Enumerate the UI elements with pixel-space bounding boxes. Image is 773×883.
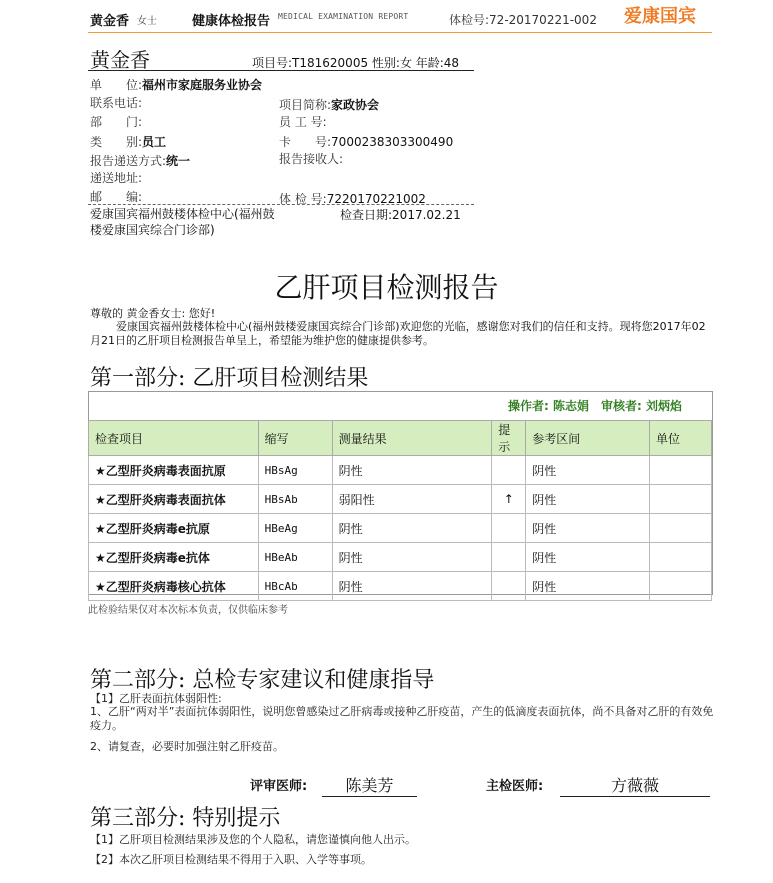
col-header-hint: 提示 xyxy=(492,421,526,456)
section1-title: 第一部分: 乙肝项目检测结果 xyxy=(90,366,369,391)
cell-unit xyxy=(650,572,712,601)
project-abbr-value: 家政协会 xyxy=(331,98,380,112)
header-gender: 女士 xyxy=(137,16,157,27)
chief-signature: 方薇薇 xyxy=(610,776,659,795)
card-row xyxy=(279,131,453,150)
reviewer-signature: 陈美芳 xyxy=(345,776,394,795)
exam-no-value: 7220170221002 xyxy=(326,192,426,206)
unit-row xyxy=(90,74,262,93)
table-row xyxy=(89,514,712,543)
tip-2: 【2】本次乙肝项目检测结果不得用于入职、入学等事项。 xyxy=(90,853,372,866)
table-row xyxy=(89,572,712,601)
card-value: 7000238303300490 xyxy=(331,135,454,149)
cell-result: 阴性 xyxy=(332,456,492,485)
tip-1: 【1】乙肝项目检测结果涉及您的个人隐私，请您谨慎向他人出示。 xyxy=(90,833,416,846)
cell-unit xyxy=(650,485,712,514)
type-label: 类 别: xyxy=(90,135,143,149)
info-dashed-divider xyxy=(88,204,474,205)
greeting: 尊敬的 黄金香女士: 您好! xyxy=(90,307,216,320)
project-line: 项目号:T181620005 性别:女 年龄:48 xyxy=(252,56,460,70)
section3-title: 第三部分: 特别提示 xyxy=(90,806,281,831)
cell-result: 阴性 xyxy=(332,572,492,601)
cell-abbr: HBeAg xyxy=(258,514,332,543)
cell-hint xyxy=(492,456,526,485)
chief-label: 主检医师: xyxy=(486,779,544,794)
unit-label: 单 位: xyxy=(90,78,143,92)
col-header-result: 测量结果 xyxy=(332,421,492,456)
col-header-reference: 参考区间 xyxy=(526,421,650,456)
cell-abbr: HBcAb xyxy=(258,572,332,601)
section2-title: 第二部分: 总检专家建议和健康指导 xyxy=(90,668,435,693)
advice-line-1: 1、乙肝“两对半”表面抗体弱阳性，说明您曾感染过乙肝病毒或接种乙肝疫苗，产生的低滴度表面抗体，尚不具备对乙肝的有效免疫力。 xyxy=(90,705,714,732)
disclaimer: 此检验结果仅对本次标本负责，仅供临床参考 xyxy=(88,605,288,616)
cell-result: 阴性 xyxy=(332,514,492,543)
unit-value: 福州市家庭服务业协会 xyxy=(142,78,263,92)
cell-unit xyxy=(650,456,712,485)
cell-item: ★乙型肝炎病毒表面抗原 xyxy=(89,456,259,485)
address-label: 递送地址: xyxy=(90,171,143,185)
info-divider xyxy=(88,70,474,71)
col-header-unit: 单位 xyxy=(650,421,712,456)
cell-reference: 阴性 xyxy=(526,485,650,514)
exam-no-label: 体 检 号: xyxy=(279,192,327,206)
cell-reference: 阴性 xyxy=(526,543,650,572)
header-patient-name: 黄金香 xyxy=(90,14,130,29)
cell-item: ★乙型肝炎病毒e抗原 xyxy=(89,514,259,543)
cell-reference: 阴性 xyxy=(526,456,650,485)
card-label: 卡 号: xyxy=(279,135,332,149)
cell-abbr: HBeAb xyxy=(258,543,332,572)
delivery-label: 报告递送方式: xyxy=(90,154,167,168)
brand-logo: 爱康国宾 xyxy=(624,6,696,27)
cell-unit xyxy=(650,543,712,572)
cell-hint xyxy=(492,514,526,543)
operators: 操作者: 陈志娟 审核者: 刘炳焰 xyxy=(508,399,682,413)
type-value: 员工 xyxy=(142,135,167,149)
table-row xyxy=(89,456,712,485)
receiver-label: 报告接收人: xyxy=(279,152,344,166)
cell-result: 弱阳性 xyxy=(332,485,492,514)
intro-paragraph: 爱康国宾福州鼓楼体检中心(福州鼓楼爱康国宾综合门诊部)欢迎您的光临，感谢您对我们的信任和支持。现将您2017年02月21日的乙肝项目检测报告单呈上，希望能为维护您的健康提供参考。 xyxy=(90,320,706,347)
chief-underline xyxy=(560,796,710,797)
cell-unit xyxy=(650,514,712,543)
cell-hint xyxy=(492,543,526,572)
patient-name: 黄金香 xyxy=(90,48,150,72)
emp-label: 员 工 号: xyxy=(279,115,327,129)
phone-label: 联系电话: xyxy=(90,96,143,110)
header-title: 健康体检报告 xyxy=(192,14,271,29)
delivery-row xyxy=(90,150,190,169)
zip-label: 邮 编: xyxy=(90,190,143,204)
cell-result: 阴性 xyxy=(332,543,492,572)
project-abbr-row xyxy=(279,94,379,113)
delivery-value: 统一 xyxy=(166,154,191,168)
header-divider xyxy=(88,32,712,33)
dept-label: 部 门: xyxy=(90,115,143,129)
center-name: 爱康国宾福州鼓楼体检中心(福州鼓楼爱康国宾综合门诊部) xyxy=(90,207,275,237)
check-date: 检查日期:2017.02.21 xyxy=(340,208,461,222)
cell-item: ★乙型肝炎病毒表面抗体 xyxy=(89,485,259,514)
table-row xyxy=(89,543,712,572)
cell-item: ★乙型肝炎病毒e抗体 xyxy=(89,543,259,572)
reviewer-underline xyxy=(322,796,417,797)
col-header-item: 检查项目 xyxy=(89,421,259,456)
cell-reference: 阴性 xyxy=(526,572,650,601)
report-title: 乙肝项目检测报告 xyxy=(274,271,499,304)
cell-abbr: HBsAb xyxy=(258,485,332,514)
col-header-abbr: 缩写 xyxy=(258,421,332,456)
header-exam-code: 体检号:72-20170221-002 xyxy=(449,13,597,27)
reviewer-label: 评审医师: xyxy=(250,779,308,794)
cell-abbr: HBsAg xyxy=(258,456,332,485)
header-title-en: MEDICAL EXAMINATION REPORT xyxy=(278,12,409,21)
type-row xyxy=(90,131,166,150)
project-abbr-label: 项目简称: xyxy=(279,98,332,112)
advice-line-2: 2、请复查，必要时加强注射乙肝疫苗。 xyxy=(90,740,284,753)
table-header-row xyxy=(89,421,712,456)
results-table xyxy=(88,420,712,601)
table-row xyxy=(89,485,712,514)
cell-item: ★乙型肝炎病毒核心抗体 xyxy=(89,572,259,601)
cell-hint xyxy=(492,572,526,601)
cell-reference: 阴性 xyxy=(526,514,650,543)
cell-hint: ↑ xyxy=(492,485,526,514)
advice-item-title: 【1】乙肝表面抗体弱阳性: xyxy=(90,692,222,705)
